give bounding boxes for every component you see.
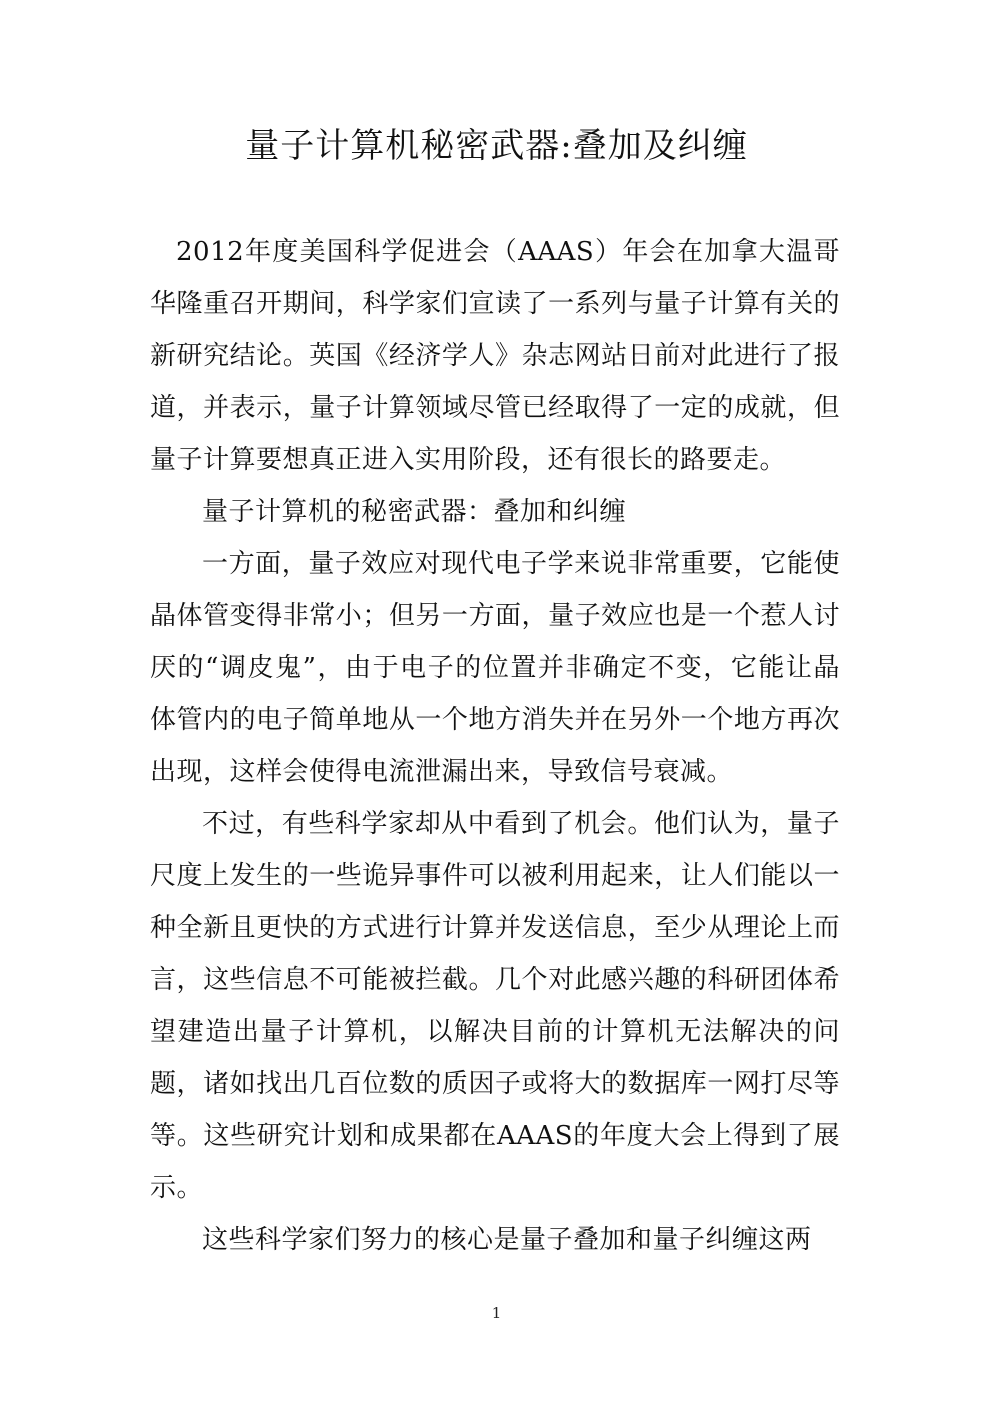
document-body (150, 226, 840, 1266)
page-number: 1 (491, 1304, 502, 1322)
paragraph-opportunity: 不过，有些科学家却从中看到了机会。他们认为，量子尺度上发生的一些诡异事件可以被利用起来，让人们能以一种全新且更快的方式进行计算并发送信息，至少从理论上而言，这些信息不可能被拦截。几个对此感兴趣的科研团体希望建造出量子计算机，以解决目前的计算机无法解决的问题，诸如找出几百位数的质因子或将大的数据库一网打尽等等。这些研究计划和成果都在AAAS的年度大会上得到了展示。 (150, 809, 840, 1203)
document-title: 量子计算机秘密武器:叠加及纠缠 (245, 126, 748, 166)
section-heading: 量子计算机的秘密武器：叠加和纠缠 (202, 497, 627, 527)
paragraph-quantum-effect: 一方面，量子效应对现代电子学来说非常重要，它能使晶体管变得非常小；但另一方面，量子效应也是一个惹人讨厌的“调皮鬼”，由于电子的位置并非确定不变，它能让晶体管内的电子简单地从一个地方消失并在另外一个地方再次出现，这样会使得电流泄漏出来，导致信号衰减。 (150, 549, 840, 787)
paragraph-core: 这些科学家们努力的核心是量子叠加和量子纠缠这两 (202, 1225, 812, 1255)
paragraph-intro: 2012年度美国科学促进会（AAAS）年会在加拿大温哥华隆重召开期间，科学家们宣读了一系列与量子计算有关的新研究结论。英国《经济学人》杂志网站日前对此进行了报道，并表示，量子计算领域尽管已经取得了一定的成就，但量子计算要想真正进入实用阶段，还有很长的路要走。 (150, 237, 840, 475)
